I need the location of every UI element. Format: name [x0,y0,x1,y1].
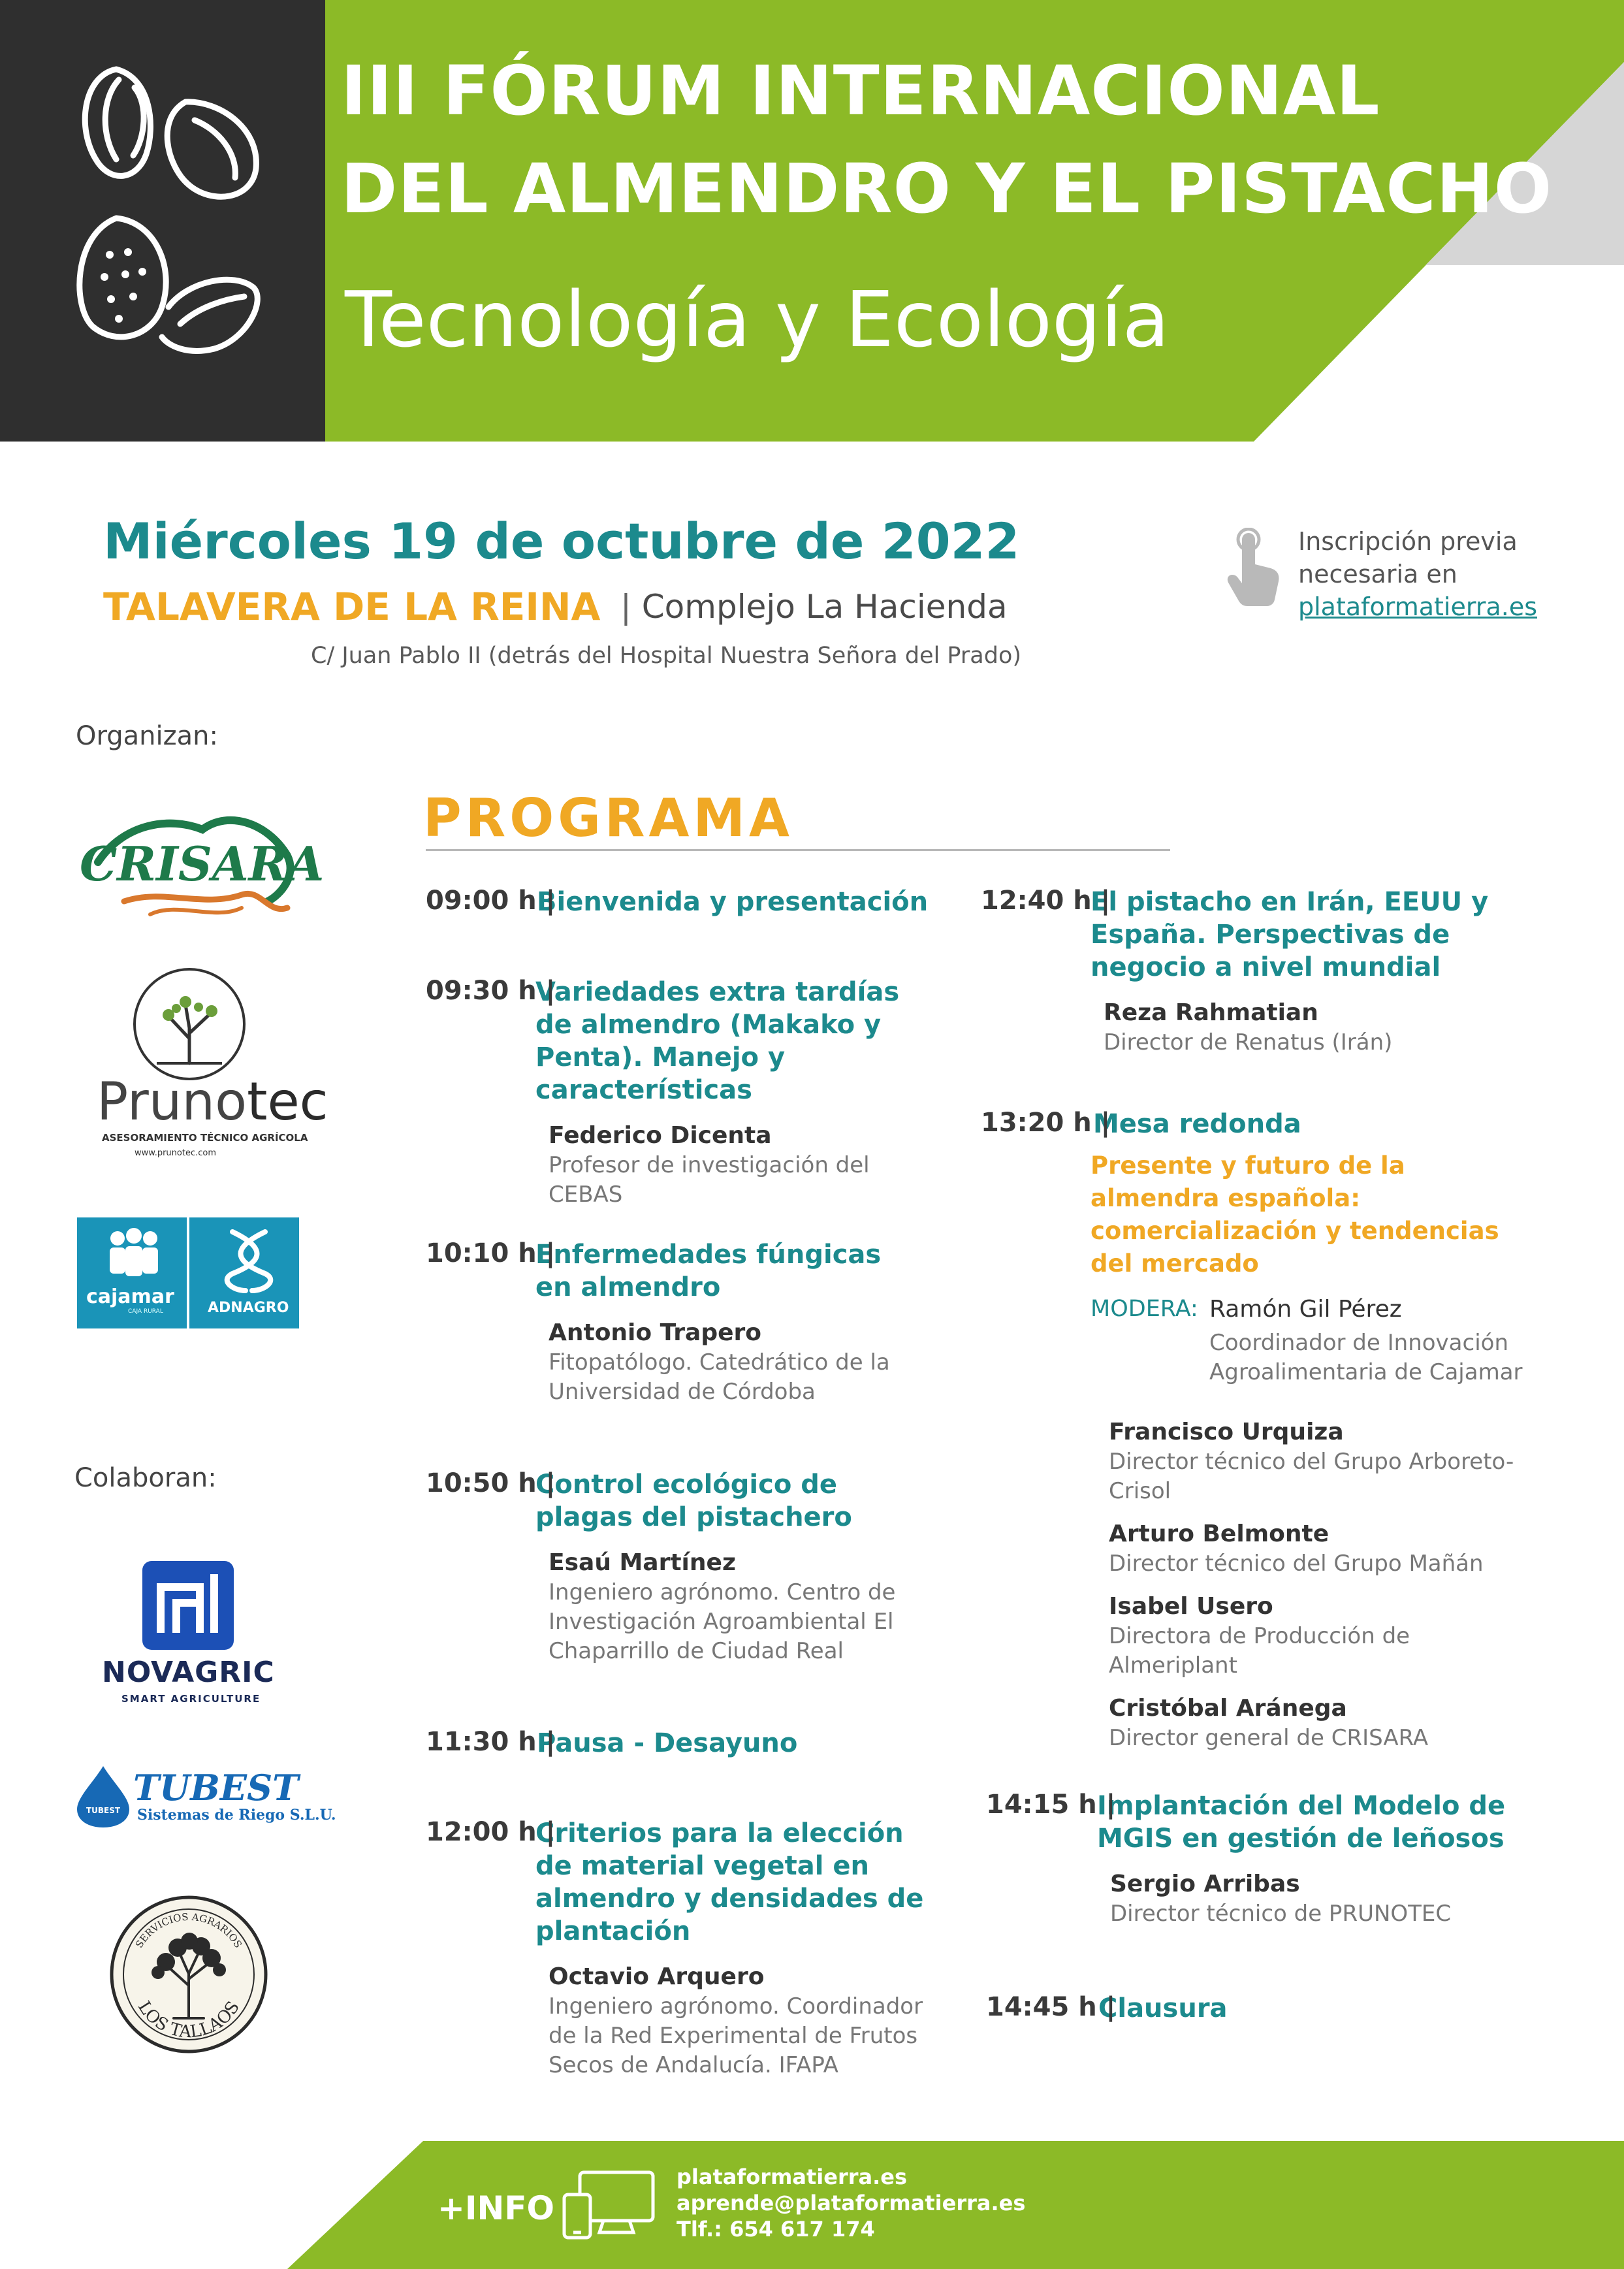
subtitle: Tecnología y Ecología [345,274,1170,364]
programme-item [986,1790,1574,1929]
item-title: Enfermedades fúngicas en almendro [535,1240,882,1302]
speaker-role: Fitopatólogo. Catedrático de la Universidad de Córdoba [549,1349,890,1405]
prunotec-url: www.prunotec.com [135,1148,217,1158]
panelist-name: Isabel Usero [1109,1593,1273,1620]
crisara-wordmark: CRISARA [80,836,325,892]
item-time: 10:50 h | [426,1468,556,1498]
panelist-name: Francisco Urquiza [1109,1419,1344,1445]
speaker-name: Federico Dicenta [549,1122,772,1149]
prunotec-tagline: ASESORAMIENTO TÉCNICO AGRÍCOLA [102,1132,308,1144]
item-title: Bienvenida y presentación [537,887,929,917]
programme-item [426,976,935,1210]
programme-item [426,1468,935,1666]
adnagro-wordmark: ADNAGRO [208,1300,289,1316]
tubest-wordmark: TUBEST [133,1767,299,1809]
cajamar-wordmark: cajamar [86,1285,174,1308]
item-title: Mesa redonda [1093,1109,1301,1139]
registration-line-1: Inscripción previa [1298,527,1518,556]
programme-item [426,1817,935,2080]
devices-icon [560,2168,657,2240]
panelist-role: Directora de Producción de Almeriplant [1109,1623,1410,1679]
item-time: 12:00 h | [426,1817,556,1847]
event-city: TALAVERA DE LA REINA [103,585,601,629]
logo-divider [187,1217,189,1328]
panelist-role: Director técnico del Grupo Arboreto-Crisol [1109,1449,1514,1504]
programme-item [426,886,935,918]
item-time: 10:10 h | [426,1238,556,1268]
cajamar-people-icon [104,1228,163,1280]
programme-title: PROGRAMA [423,788,793,848]
item-time: 14:45 h | [986,1992,1116,2022]
los-tallaos-bottom-text: LOS TALLAOS [134,1997,244,2042]
speaker-role: Profesor de investigación del CEBAS [549,1152,870,1208]
tubest-drop-icon [74,1763,132,1829]
prunotec-wordmark-a: Pruno [97,1071,247,1132]
round-table-topic: Presente y futuro de la almendra española: comercialización y tendencias del mercado [1091,1151,1499,1278]
cajamar-tagline: CAJA RURAL [128,1308,163,1315]
novagric-tagline: SMART AGRICULTURE [121,1693,261,1705]
programme-item [986,1992,1574,2025]
footer-phone: Tlf.: 654 617 174 [677,2217,875,2242]
title-line-2: DEL ALMENDRO Y EL PISTACHO [341,149,1553,229]
registration-note [1298,525,1537,623]
organizers-label: Organizan: [76,721,218,751]
speaker-role: Ingeniero agrónomo. Coordinador de la Red Experimental de Frutos Secos de Andalucía. IFAPA [549,1993,923,2078]
tubest-tagline: Sistemas de Riego S.L.U. [137,1807,336,1824]
registration-link[interactable]: plataformatierra.es [1298,592,1537,621]
event-date: Miércoles 19 de octubre de 2022 [103,512,1020,570]
venue-name: Complejo La Hacienda [641,588,1008,626]
panelist-role: Director técnico del Grupo Mañán [1109,1551,1484,1577]
programme-item [426,1238,935,1407]
speaker-role: Director de Renatus (Irán) [1104,1029,1393,1055]
programme-item [981,1108,1568,1753]
speaker-name: Octavio Arquero [549,1963,765,1990]
registration-line-2: necesaria en [1298,560,1457,588]
item-title: Variedades extra tardías de almendro (Makako y Penta). Manejo y características [535,977,900,1105]
novagric-logo-icon [142,1561,234,1650]
speaker-role: Ingeniero agrónomo. Centro de Investigación Agroambiental El Chaparrillo de Ciudad Real [549,1579,896,1664]
prunotec-wordmark [97,1071,328,1132]
speaker-name: Antonio Trapero [549,1319,761,1346]
item-time: 14:15 h | [986,1790,1116,1820]
tubest-badge-text: TUBEST [86,1806,121,1815]
speaker-role: Director técnico de PRUNOTEC [1110,1901,1452,1927]
item-title: Clausura [1098,1993,1228,2023]
footer-info-label: +INFO [438,2189,555,2227]
footer-website[interactable]: plataformatierra.es [677,2164,908,2189]
title-line-1: III FÓRUM INTERNACIONAL [341,51,1380,131]
item-title: El pistacho en Irán, EEUU y España. Perspectivas de negocio a nivel mundial [1091,887,1489,982]
panelist-name: Arturo Belmonte [1109,1521,1329,1547]
speaker-name: Reza Rahmatian [1104,999,1318,1026]
moderator-role: Coordinador de Innovación Agroalimentaria de Cajamar [1209,1330,1523,1385]
programme-item [981,886,1568,1057]
item-title: Implantación del Modelo de MGIS en gestión de leñosos [1097,1791,1506,1854]
almond-icon [71,209,266,359]
item-time: 12:40 h | [981,886,1111,916]
los-tallaos-logo [108,1894,269,2055]
panelist-role: Director general de CRISARA [1109,1725,1429,1751]
item-time: 09:00 h | [426,886,556,916]
footer-email[interactable]: aprende@plataformatierra.es [677,2191,1026,2215]
venue-separator: | [620,588,631,626]
item-title: Control ecológico de plagas del pistachero [535,1470,852,1532]
dna-icon [219,1228,278,1293]
pointer-hand-icon [1222,528,1281,606]
novagric-wordmark: NOVAGRIC [102,1656,275,1689]
programme-divider [426,849,1170,851]
item-time: 11:30 h | [426,1727,556,1757]
item-title: Criterios para la elección de material vegetal en almendro y densidades de plantación [535,1818,924,1946]
item-time: 09:30 h | [426,976,556,1006]
moderator-name: Ramón Gil Pérez [1209,1296,1402,1323]
prunotec-logo-tree-icon [131,965,248,1083]
collaborators-label: Colaboran: [74,1463,217,1493]
moderator-label: MODERA: [1091,1296,1198,1322]
event-venue [620,588,1008,626]
panelist-name: Cristóbal Aránega [1109,1695,1347,1722]
speaker-name: Esaú Martínez [549,1549,736,1576]
item-time: 13:20 h | [981,1108,1111,1138]
pistachio-icon [71,56,266,206]
los-tallaos-top-text: SERVICIOS AGRARIOS [133,1910,245,1950]
event-address: C/ Juan Pablo II (detrás del Hospital Nuestra Señora del Prado) [311,643,1022,669]
prunotec-wordmark-b: tec [247,1071,328,1132]
programme-item [426,1727,935,1760]
speaker-name: Sergio Arribas [1110,1871,1300,1897]
item-title: Pausa - Desayuno [537,1728,798,1758]
